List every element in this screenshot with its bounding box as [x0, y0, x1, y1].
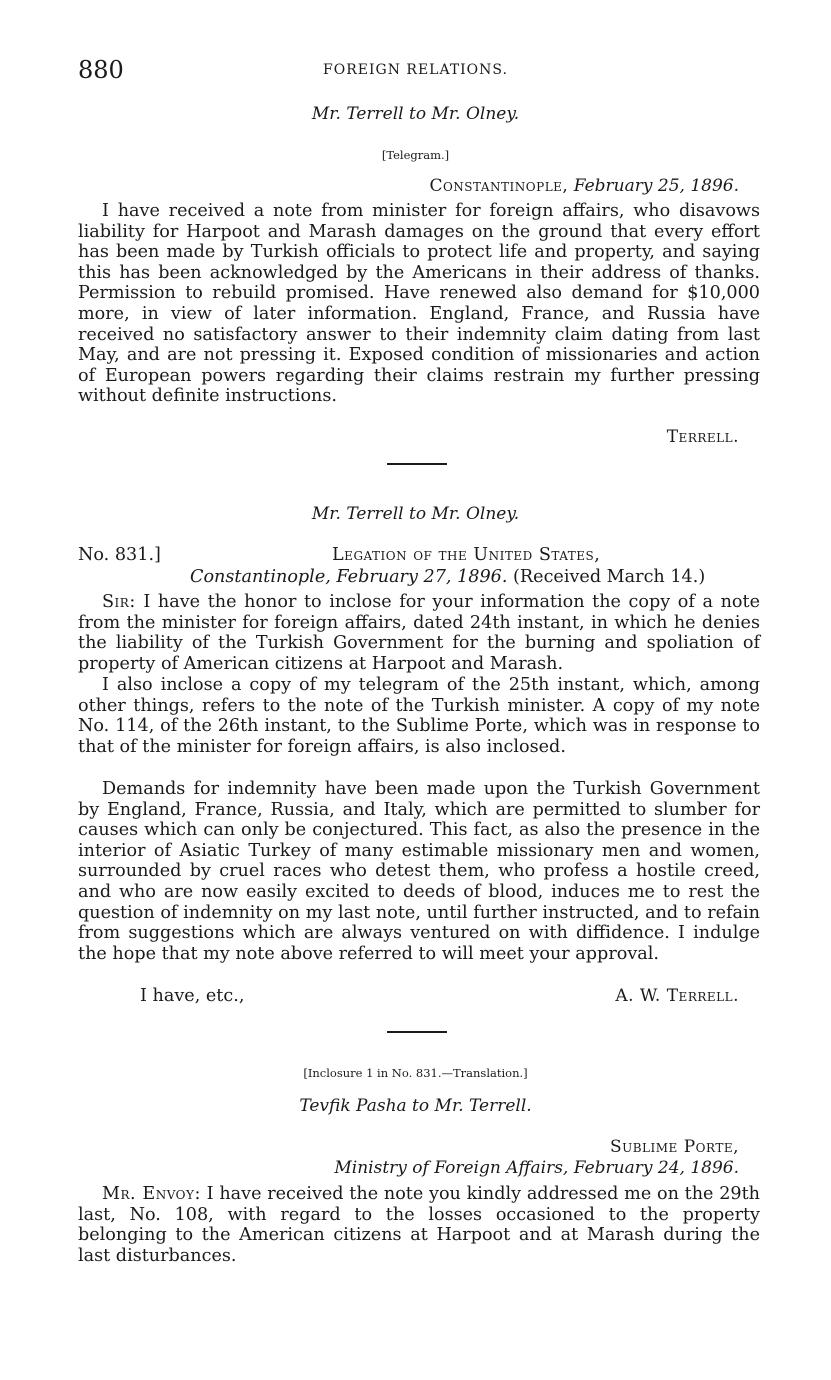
section-divider [387, 1031, 447, 1033]
doc3-title: Tevfik Pasha to Mr. Terrell. [299, 1096, 532, 1116]
running-title: FOREIGN RELATIONS. [323, 62, 508, 78]
doc1-body: I have received a note from minister for foreign affairs, who disavows liability for Harpoot and Marash damages on the ground that every effort has been made by Turkish officials to protect life and property, and saying this has been acknowledged by the Americans in their address of thanks. Permission to rebuild promised. Have renewed also demand for $10,000 more, in view of later information. England, France, and Russia have received no satisfactory answer to their indemnity claim dating from last May, and are not pressing it. Exposed condition of missionaries and action of European powers regarding their claims restrain my further pressing without definite instructions. [78, 201, 760, 407]
doc2-paragraph-3: Demands for indemnity have been made upon the Turkish Government by England, France, Russia, and Italy, which are permitted to slumber for causes which can only be conjectured. This fact, as also the presence in the interior of Asiatic Turkey of many estimable missionary men and women, surrounded by cruel races who detest them, who profess a hostile creed, and who are now easily excited to deeds of blood, induces me to rest the question of indemnity on my last note, until further instructed, and to refain from suggestions which are always ventured on with diffidence. I indulge the hope that my note above referred to will meet your approval. [78, 779, 760, 964]
doc1-title: Mr. Terrell to Mr. Olney. [311, 104, 520, 124]
page-number: 880 [78, 56, 124, 84]
doc1-telegram-note: [Telegram.] [381, 148, 450, 162]
doc2-paragraph-2: I also inclose a copy of my telegram of the 25th instant, which, among other things, refers to the note of the Turkish minister. A copy of my note No. 114, of the 26th instant, to the Sublime Porte, which was in response to that of the minister for foreign affairs, is also inclosed. [78, 675, 760, 757]
section-divider [387, 463, 447, 465]
doc1-signature: Terrell. [666, 427, 739, 447]
doc3-place: Sublime Porte, [609, 1137, 739, 1157]
doc2-closing: I have, etc., [140, 986, 245, 1006]
doc2-received: (Received March 14.) [513, 567, 706, 587]
doc1-dateline [429, 176, 739, 196]
doc2-salutation: Sir: [102, 592, 136, 612]
doc2-paragraph-1 [78, 592, 760, 674]
doc2-legation: Legation of the United States, [332, 545, 601, 565]
doc1-date: February 25, 1896. [573, 176, 739, 196]
doc1-place: Constantinople, [429, 176, 569, 196]
doc3-body [78, 1184, 760, 1266]
doc2-number: No. 831.] [78, 545, 161, 565]
doc3-salutation: Mr. Envoy: [102, 1184, 201, 1204]
doc2-signature: A. W. Terrell. [615, 986, 739, 1006]
doc2-dateline [190, 567, 705, 587]
doc3-body-text: I have received the note you kindly addressed me on the 29th last, No. 108, with regard to the losses occasioned to the property belonging to the American citizens at Harpoot and at Marash during the last disturbances. [78, 1184, 760, 1266]
doc2-place-date: Constantinople, February 27, 1896. [190, 567, 508, 587]
doc3-ministry-date: Ministry of Foreign Affairs, February 24, 1896. [334, 1158, 739, 1178]
doc2-title: Mr. Terrell to Mr. Olney. [311, 504, 520, 524]
doc3-inclosure-note: [Inclosure 1 in No. 831.—Translation.] [303, 1066, 528, 1080]
doc2-para1-text: I have the honor to inclose for your information the copy of a note from the minister for foreign affairs, dated 24th instant, in which he denies the liability of the Turkish Government for the burning and spoliation of property of American citizens at Harpoot and Marash. [78, 592, 761, 674]
